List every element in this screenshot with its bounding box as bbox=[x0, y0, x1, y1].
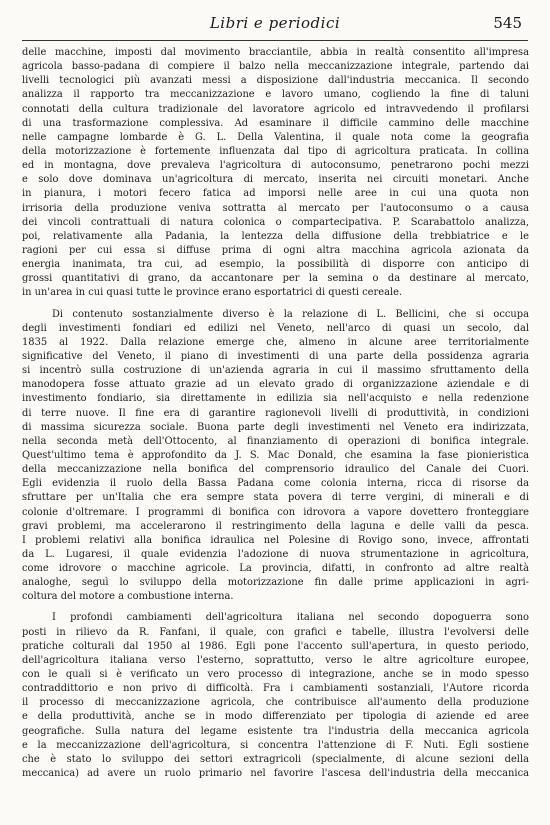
text-line: gravi problemi, ma accelerarono il restringimento della laguna e delle valli da pesca. bbox=[22, 520, 529, 532]
text-line: contraddittorio e non privo di difficoltà. Fra i cambiamenti sostanziali, l'Autore ricorda bbox=[22, 683, 529, 695]
text-line: e la meccanizzazione dell'agricoltura, si concentra l'attenzione di F. Nuti. Egli sostiene bbox=[22, 739, 529, 751]
text-line: posti in rilievo da R. Fanfani, il quale, con grafici e tabelle, illustra l'evolversi delle bbox=[22, 626, 529, 638]
text-line: geografiche. Sulla natura del legame esistente tra l'industria della meccanica agricola bbox=[22, 725, 529, 737]
text-line: come idrovore o macchine agricole. La provincia, difatti, in confronto ad altre realtà bbox=[22, 563, 529, 575]
text-line: analizza il rapporto tra meccanizzazione e lavoro umano, cogliendo la fine di taluni bbox=[22, 89, 529, 101]
text-line: colonie d'oltremare. I programmi di bonifica con idrovora a vapore dovettero fronteggiare bbox=[22, 506, 529, 518]
paragraph bbox=[22, 46, 529, 301]
text-line: in pianura, i motori fecero fatica ad imporsi nelle aree in cui una quota non bbox=[22, 188, 529, 200]
text-line: pratiche colturali dal 1950 al 1986. Egli pone l'accento sull'apertura, in questo periodo, bbox=[22, 640, 529, 652]
text-line: si incentrò sulla costruzione di un'azienda agraria in cui il massimo sfruttamento della bbox=[22, 365, 529, 377]
text-line: ed in montagna, dove prevaleva l'agricoltura di autoconsumo, penetrarono pochi mezzi bbox=[22, 160, 529, 172]
text-line: che è stato lo sviluppo dei settori extragricoli (specialmente, di alcune sezioni della bbox=[22, 753, 529, 765]
paragraph bbox=[22, 611, 529, 781]
text-line: analoghe, seguì lo sviluppo della motorizzazione fin dalle prime applicazioni in agri- bbox=[22, 577, 529, 589]
text-line: 1835 al 1922. Dalla relazione emerge che, almeno in alcune aree territorialmente bbox=[22, 336, 529, 348]
text-line: nella seconda metà dell'Ottocento, al finanziamento di operazioni di bonifica integrale. bbox=[22, 435, 529, 447]
text-line: nelle campagne lombarde è G. L. Della Valentina, il quale nota come la geografia bbox=[22, 131, 529, 143]
text-line: di terre nuove. Il fine era di garantire ragionevoli livelli di produttività, in condizioni bbox=[22, 407, 529, 419]
text-line: livelli tecnologici più avanzati messi a disposizione dall'industria meccanica. Il secondo bbox=[22, 75, 529, 87]
text-line: meccanica) ad avere un ruolo primario nel favorire l'ascesa dell'industria della meccanica bbox=[22, 768, 529, 780]
text-line: delle macchine, imposti dal movimento bracciantile, abbia in realtà consentito all'impresa bbox=[22, 47, 529, 58]
running-title: Libri e periodici bbox=[209, 14, 341, 32]
running-header bbox=[22, 10, 528, 34]
text-line: ragioni per cui essa si diffuse prima di ogni altra macchina agricola azionata da bbox=[22, 244, 529, 256]
text-line: coltura del motore a combustione interna. bbox=[22, 591, 234, 603]
text-line: con le quali si è verificato un vero processo di integrazione, anche se in modo spesso bbox=[22, 669, 529, 681]
paragraph bbox=[22, 308, 529, 605]
text-line: investimento fondiario, sia direttamente in edilizia sia nell'acquisto e nella redenzione bbox=[22, 393, 529, 405]
header-rule bbox=[22, 40, 528, 41]
text-line: sfruttare per un'Italia che era sempre stata povera di terre vergini, di minerali e di bbox=[22, 492, 529, 504]
text-line: Quest'ultimo tema è approfondito da J. S. Mac Donald, che esamina la fase pionieristica bbox=[22, 449, 529, 461]
text-line: da L. Lugaresi, il quale evidenzia l'adozione di nuova strumentazione in agricoltura, bbox=[22, 548, 529, 560]
paragraph-gap bbox=[22, 301, 529, 308]
text-line: di massima sicurezza sociale. Buona parte degli investimenti nel Veneto era indirizzata, bbox=[22, 421, 529, 433]
text-line: I profondi cambiamenti dell'agricoltura italiana nel secondo dopoguerra sono bbox=[52, 612, 529, 624]
text-line: energia inanimata, tra cui, ad esempio, la possibilità di disporre con anticipo di bbox=[22, 259, 529, 271]
text-line: degli investimenti fondiari ed edilizi nel Veneto, nell'arco di quasi un secolo, dal bbox=[22, 322, 529, 334]
text-line: della meccanizzazione nella bonifica del comprensorio idraulico del Canale dei Cuori. bbox=[22, 464, 529, 476]
text-line: e della produttività, anche se in modo differenziato per tipologia di aziende ed aree bbox=[22, 711, 529, 723]
text-line: in un'area in cui quasi tutte le province erano esportatrici di questi cereale. bbox=[22, 287, 403, 299]
text-line: agricola basso-padana di compiere il balzo nella meccanizzazione integrale, partendo dai bbox=[22, 61, 529, 73]
text-line: il processo di meccanizzazione agricola, che contribuisce all'aumento della produzione bbox=[22, 697, 529, 709]
text-line: dell'agricoltura italiana verso l'esterno, soprattutto, verso le altre agricolture europee, bbox=[22, 654, 529, 666]
text-line: e solo dove dominava un'agricoltura di mercato, inserita nei circuiti monetari. Anche bbox=[22, 174, 529, 186]
text-line: poi, relativamente alla Padania, la lentezza della diffusione della trebbiatrice e le bbox=[22, 230, 529, 242]
text-line: significative del Veneto, il piano di investimenti di una parte della possidenza agraria bbox=[22, 350, 529, 362]
text-line: manodopera fosse attuato grazie ad un elevato grado di organizzazione aziendale e di bbox=[22, 379, 529, 391]
page-number: 545 bbox=[493, 14, 522, 32]
paragraph-gap bbox=[22, 604, 529, 611]
text-line: Di contenuto sostanzialmente diverso è la relazione di L. Bellicini, che si occupa bbox=[52, 308, 529, 320]
text-line: di una trasformazione complessiva. Ad esaminare il difficile cammino delle macchine bbox=[22, 117, 529, 129]
text-line: della motorizzazione è fortemente influenzata dal tipo di agricoltura praticata. In collina bbox=[22, 145, 529, 157]
text-line: irrisoria della produzione veniva sottratta al mercato per l'autoconsumo o a causa bbox=[22, 202, 529, 214]
body-text bbox=[22, 46, 529, 781]
text-line: grossi quantitativi di grano, da accantonare per la semina o da destinare al mercato, bbox=[22, 273, 529, 285]
text-line: dei vincoli contrattuali di natura colonica o compartecipativa. P. Scarabattolo analizza, bbox=[22, 216, 529, 228]
text-line: Egli evidenzia il ruolo della Bassa Padana come colonia interna, ricca di risorse da bbox=[22, 478, 529, 490]
text-line: I problemi relativi alla bonifica idraulica nel Polesine di Rovigo sono, invece, affrontati bbox=[22, 534, 529, 546]
text-line: connotati della cultura tradizionale del lavoratore agricolo ed intravvedendo il profilarsi bbox=[22, 103, 529, 115]
